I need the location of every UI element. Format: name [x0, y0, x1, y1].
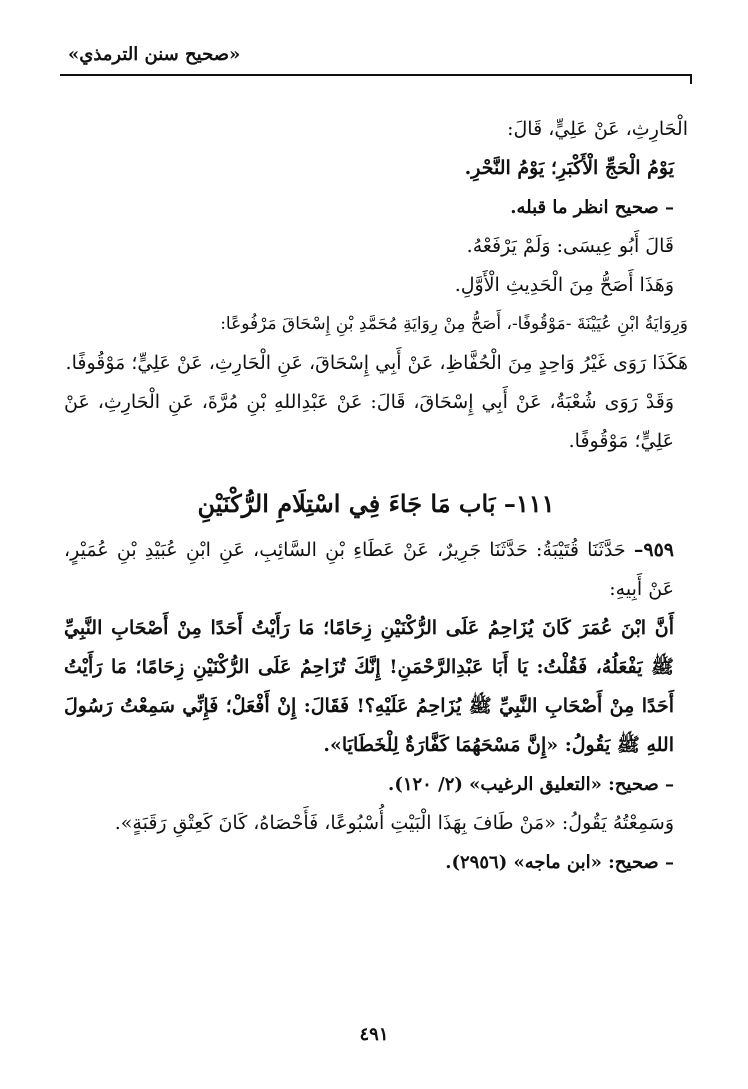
text-line: الْحَارِثِ، عَنْ عَلِيٍّ، قَالَ:: [507, 118, 688, 140]
page-number: ٤٩١: [359, 1024, 389, 1045]
book-title: «صحيح سنن الترمذي»: [68, 44, 241, 65]
commentary-line: وَهَذَا أَصَحُّ مِنَ الْحَدِيثِ الْأَوَّلِ.: [454, 274, 674, 296]
commentary-line: وَرِوَايَةُ ابْنِ عُيَيْنَةَ -مَوْقُوفًا-، أَصَحُّ مِنْ رِوَايَةِ مُحَمَّدِ بْنِ إِسْحَاقَ مَرْفُوعًا:: [220, 314, 688, 334]
page-body: [64, 110, 688, 882]
grading-note: – صحيح انظر ما قبله.: [510, 197, 674, 218]
isnad-text: حَدَّثَنَا قُتَيْبَةُ: حَدَّثَنَا جَرِيرٌ، عَنْ عَطَاءِ بْنِ السَّائِبِ، عَنِ ابْنِ عُبَيْدِ بْنِ عُمَيْرٍ، عَنْ أَبِيهِ:: [64, 539, 674, 600]
hadith-matn-secondary: وَسَمِعْتُهُ يَقُولُ: «مَنْ طَافَ بِهَذَا الْبَيْتِ أُسْبُوعًا، فَأَحْصَاهُ، كَانَ كَعِتْقِ رَقَبَةٍ».: [114, 812, 674, 834]
hadith-text: يَوْمُ الْحَجِّ الْأَكْبَرِ؛ يَوْمُ النَّحْرِ.: [464, 157, 674, 179]
header-rule-tick: [690, 74, 692, 84]
grading-note: – صحيح: «ابن ماجه» (٢٩٥٦).: [445, 852, 674, 873]
commentary-line: قَالَ أَبُو عِيسَى: وَلَمْ يَرْفَعْهُ.: [466, 235, 674, 257]
hadith-matn: أَنَّ ابْنَ عُمَرَ كَانَ يُزَاحِمُ عَلَى الرُّكْنَيْنِ زِحَامًا؛ مَا رَأَيْتُ أَحَدًا مِنْ أَصْحَابِ النَّبِيِّ ﷺ يَفْعَلُهُ، فَقُلْتُ: يَا أَبَا عَبْدِالرَّحْمَنِ! إِنَّكَ تُزَاحِمُ عَلَى الرُّكْنَيْنِ زِحَامًا؛ مَا رَأَيْتُ أَحَدًا مِنْ أَصْحَابِ النَّبِيِّ ﷺ يُزَاحِمُ عَلَيْهِ؟! فَقَالَ: إِنْ أَفْعَلْ؛ فَإِنِّي سَمِعْتُ رَسُولَ اللهِ ﷺ يَقُولُ: «إِنَّ مَسْحَهُمَا كَفَّارَةٌ لِلْخَطَايَا».: [64, 617, 674, 756]
chapter-heading: ١١١– بَاب مَا جَاءَ فِي اسْتِلَامِ الرُّكْنَيْنِ: [197, 489, 555, 518]
commentary-paragraph: هَكَذَا رَوَى غَيْرُ وَاحِدٍ مِنَ الْحُفَّاظِ، عَنْ أَبِي إِسْحَاقَ، عَنِ الْحَارِثِ، عَنْ عَلِيٍّ؛ مَوْقُوفًا.: [65, 352, 688, 374]
running-header: [60, 34, 692, 76]
grading-note: – صحيح: «التعليق الرغيب» (٢/ ١٢٠).: [388, 774, 674, 795]
hadith-isnad: [64, 531, 688, 609]
commentary-paragraph: وَقَدْ رَوَى شُعْبَةُ، عَنْ أَبِي إِسْحَاقَ، قَالَ: عَنْ عَبْدِاللهِ بْنِ مُرَّةَ، عَنِ الْحَارِثِ، عَنْ عَلِيٍّ؛ مَوْقُوفًا.: [64, 391, 674, 452]
hadith-number: ٩٥٩–: [633, 539, 674, 561]
